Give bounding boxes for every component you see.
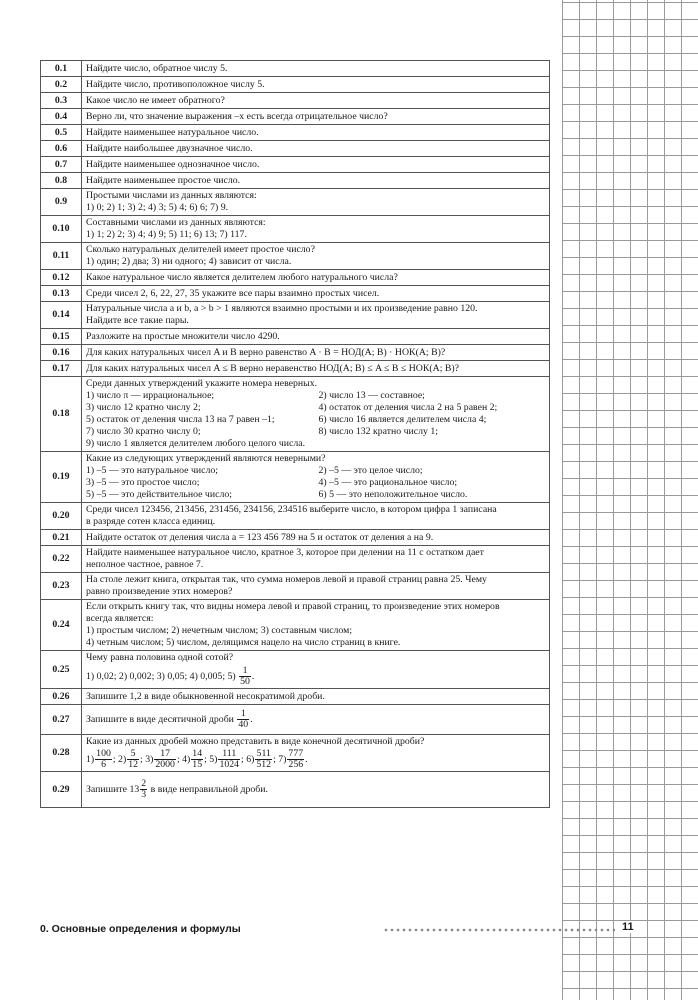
numerator: 1 (239, 666, 251, 677)
task-row (41, 302, 550, 329)
task-row (41, 173, 550, 189)
task-number: 0.24 (41, 600, 82, 651)
option-item: 2) число 13 — составное; (318, 390, 425, 401)
task-text (82, 600, 550, 651)
task-text (82, 772, 550, 808)
numerator: 17 (154, 749, 176, 760)
option-grid (86, 390, 545, 438)
task-row (41, 243, 550, 270)
task-line: 1) один; 2) два; 3) ни одного; 4) зависит от числа. (86, 256, 292, 267)
task-number: 0.6 (41, 141, 82, 157)
denominator: 15 (192, 759, 203, 770)
numerator: 111 (218, 749, 240, 760)
task-number: 0.29 (41, 772, 82, 808)
answer-line: 1) 0,02; 2) 0,002; 3) 0,05; 4) 0,005; 5) $\frac{1}{50}$ . (86, 665, 255, 687)
task-number: 0.4 (41, 109, 82, 125)
fraction (140, 779, 147, 800)
task-intro: Какие из следующих утверждений являются неверными? (86, 453, 326, 464)
task-text: Для каких натуральных чисел A ≤ B верно неравенство НОД(A; B) ≤ A ≤ B ≤ НОК(A; B)? (82, 361, 550, 377)
task-row (41, 329, 550, 345)
option-item: 8) число 132 кратно числу 1; (318, 426, 439, 437)
task-line: Натуральные числа a и b, a > b > 1 являются взаимно простыми и их произведение равно 120. (86, 303, 478, 314)
fraction (255, 749, 272, 770)
denominator: 40 (238, 719, 249, 730)
graph-paper-margin (562, 0, 698, 1000)
section-title: 0. Основные определения и формулы (40, 923, 241, 935)
task-text: Какое натуральное число является делителем любого натурального числа? (82, 270, 550, 286)
fraction-label: 4) (182, 753, 191, 765)
task-row (41, 125, 550, 141)
task-row (41, 503, 550, 530)
denominator: 3 (141, 789, 147, 800)
task-row (41, 77, 550, 93)
option-item: 3) –5 — это простое число; (86, 477, 200, 488)
task-line: Составными числами из данных являются: (86, 217, 266, 228)
option-item: 7) число 30 кратно числу 0; (86, 426, 201, 437)
fraction-label: 3) (145, 753, 154, 765)
option-item: 1) –5 — это натуральное число; (86, 465, 218, 476)
task-number: 0.22 (41, 546, 82, 573)
denominator: 50 (240, 676, 250, 687)
task-row (41, 705, 550, 735)
fraction-label: 1) (86, 753, 95, 765)
task-line: Если открыть книгу так, что видны номера левой и правой страниц, то произведение этих номеров (86, 601, 500, 612)
task-row (41, 141, 550, 157)
task-line: Найдите все такие пары. (86, 315, 189, 326)
denominator: 512 (256, 759, 272, 770)
denominator: 2000 (155, 759, 175, 770)
task-row (41, 772, 550, 808)
task-number: 0.25 (41, 651, 82, 689)
task-row (41, 546, 550, 573)
task-row (41, 109, 550, 125)
dotted-leader (383, 928, 615, 932)
task-text (82, 503, 550, 530)
task-number: 0.23 (41, 573, 82, 600)
task-row (41, 573, 550, 600)
fraction-list: 1) $\frac{100}{6}$ ; 2) $\frac{5}{12}$ ; 3) $\frac{17}{2000}$ ; 4) $\frac{14}{15}$ ; 5) $\frac{111}{1024}$ ; 6) $\frac{511}{512}$ ; 7) $\frac{777}{256}$ . (86, 748, 308, 770)
task-text: Какое число не имеет обратного? (82, 93, 550, 109)
task-intro: Чему равна половина одной сотой? (86, 652, 234, 663)
task-number: 0.9 (41, 189, 82, 216)
fraction (191, 749, 203, 770)
option-item: 4) остаток от деления числа 2 на 5 равен 2; (318, 402, 498, 413)
task-row (41, 93, 550, 109)
task-prefix: Запишите в виде десятичной дроби (86, 713, 234, 725)
task-number: 0.8 (41, 173, 82, 189)
option-grid (86, 465, 545, 501)
numerator: 14 (192, 748, 203, 759)
option-item: 1) число π — иррациональное; (86, 390, 215, 401)
task-row (41, 157, 550, 173)
denominator: 1024 (219, 759, 240, 770)
task-line: 1) простым числом; 2) нечетным числом; 3) составным числом; (86, 625, 353, 636)
option-item: 3) число 12 кратно числу 2; (86, 402, 201, 413)
task-text: Среди чисел 2, 6, 22, 27, 35 укажите все пары взаимно простых чисел. (82, 286, 550, 302)
task-row (41, 651, 550, 689)
task-line: Сколько натуральных делителей имеет простое число? (86, 244, 315, 255)
task-number: 0.10 (41, 216, 82, 243)
task-number: 0.20 (41, 503, 82, 530)
task-number: 0.2 (41, 77, 82, 93)
task-text (82, 452, 550, 503)
task-row (41, 735, 550, 772)
numerator: 100 (96, 748, 111, 759)
fraction-label: 7) (278, 753, 287, 765)
option-item: 5) –5 — это действительное число; (86, 489, 232, 500)
task-number: 0.28 (41, 735, 82, 772)
task-line: 4) четным числом; 5) числом, делящимся нацело на число страниц в книге. (86, 637, 401, 648)
task-line: Простыми числами из данных являются: (86, 190, 257, 201)
fraction (154, 749, 176, 770)
task-text (82, 546, 550, 573)
denominator: 12 (128, 759, 139, 770)
denominator: 256 (288, 759, 304, 770)
task-line: неполное частное, равное 7. (86, 559, 204, 570)
answer-options: 1) 0,02; 2) 0,002; 3) 0,05; 4) 0,005; 5) (86, 670, 236, 682)
task-number: 0.14 (41, 302, 82, 329)
fraction-label: 2) (118, 753, 127, 765)
fraction-label: 5) (209, 753, 218, 765)
task-row (41, 345, 550, 361)
fraction (95, 749, 112, 770)
task-number: 0.7 (41, 157, 82, 173)
task-table (40, 60, 550, 808)
fraction-label: 6) (246, 753, 255, 765)
numerator: 1 (237, 709, 249, 720)
task-line: всегда является: (86, 613, 154, 624)
task-text: Найдите наименьшее однозначное число. (82, 157, 550, 173)
option-item: 4) –5 — это рациональное число; (318, 477, 458, 488)
task-number: 0.16 (41, 345, 82, 361)
fraction (127, 749, 139, 770)
task-row (41, 600, 550, 651)
task-row (41, 216, 550, 243)
task-row (41, 361, 550, 377)
task-text: Запишите в виде десятичной дроби $\frac{1}{40}$ . (82, 705, 550, 735)
task-suffix: в виде неправильной дроби. (150, 783, 268, 795)
task-text: Найдите наименьшее натуральное число. (82, 125, 550, 141)
task-intro: Среди данных утверждений укажите номера неверных. (86, 378, 318, 389)
task-number: 0.17 (41, 361, 82, 377)
task-number: 0.19 (41, 452, 82, 503)
task-line: 1) 0; 2) 1; 3) 2; 4) 3; 5) 4; 6) 6; 7) 9. (86, 202, 229, 213)
task-text (82, 573, 550, 600)
task-row (41, 530, 550, 546)
task-line: 1) 1; 2) 2; 3) 4; 4) 9; 5) 11; 6) 13; 7) 117. (86, 229, 247, 240)
task-row (41, 189, 550, 216)
task-number: 0.27 (41, 705, 82, 735)
task-row (41, 689, 550, 705)
task-text: Найдите наибольшее двузначное число. (82, 141, 550, 157)
task-row (41, 286, 550, 302)
mixed-number (129, 778, 148, 800)
task-text: Найдите число, обратное числу 5. (82, 61, 550, 77)
task-text: Верно ли, что значение выражения –x есть всегда отрицательное число? (82, 109, 550, 125)
option-item: 9) число 1 является делителем любого целого числа. (86, 438, 306, 449)
option-item: 6) число 16 является делителем числа 4; (318, 414, 487, 425)
task-line: равно произведение этих номеров? (86, 586, 233, 597)
numerator: 2 (141, 778, 147, 789)
task-text (82, 377, 550, 452)
numerator: 777 (288, 748, 304, 759)
task-number: 0.11 (41, 243, 82, 270)
task-text (82, 216, 550, 243)
task-number: 0.12 (41, 270, 82, 286)
whole-part: 13 (129, 783, 140, 795)
task-number: 0.1 (41, 61, 82, 77)
task-number: 0.21 (41, 530, 82, 546)
task-number: 0.3 (41, 93, 82, 109)
option-item: 2) –5 — это целое число; (318, 465, 423, 476)
task-line: в разряде сотен класса единиц. (86, 516, 216, 527)
task-text: Найдите наименьшее простое число. (82, 173, 550, 189)
task-number: 0.15 (41, 329, 82, 345)
fraction (287, 749, 304, 770)
task-line: На столе лежит книга, открытая так, что сумма номеров левой и правой страниц равна 25. Чему (86, 574, 487, 585)
task-number: 0.13 (41, 286, 82, 302)
task-intro: Какие из данных дробей можно представить в виде конечной десятичной дроби? (86, 736, 425, 747)
task-number: 0.5 (41, 125, 82, 141)
task-row (41, 452, 550, 503)
task-text (82, 735, 550, 772)
task-text: Запишите 1,2 в виде обыкновенной несократимой дроби. (82, 689, 550, 705)
task-row (41, 270, 550, 286)
task-prefix: Запишите (86, 783, 128, 795)
fraction (218, 749, 240, 770)
task-row (41, 377, 550, 452)
task-text: Найдите остаток от деления числа a = 123 456 789 на 5 и остаток от деления a на 9. (82, 530, 550, 546)
task-text (82, 189, 550, 216)
task-text: Найдите число, противоположное числу 5. (82, 77, 550, 93)
task-number: 0.18 (41, 377, 82, 452)
option-item: 6) 5 — это неположительное число. (318, 489, 468, 500)
task-row (41, 61, 550, 77)
option-item: 5) остаток от деления числа 13 на 7 равен –1; (86, 414, 275, 425)
task-line: Среди чисел 123456, 213456, 231456, 234156, 234516 выберите число, в котором цифра 1 записана (86, 504, 497, 515)
task-text (82, 302, 550, 329)
task-text: Разложите на простые множители число 4290. (82, 329, 550, 345)
fraction (237, 709, 249, 730)
denominator: 6 (101, 759, 106, 770)
page-number: 11 (622, 921, 634, 933)
fraction (239, 666, 251, 687)
numerator: 5 (127, 749, 139, 760)
numerator: 511 (256, 748, 271, 759)
task-line: Найдите наименьшее натуральное число, кратное 3, которое при делении на 11 с остатком дает (86, 547, 484, 558)
task-text: Для каких натуральных чисел A и B верно равенство A · B = НОД(A; B) · НОК(A; B)? (82, 345, 550, 361)
task-text (82, 243, 550, 270)
task-text (82, 651, 550, 689)
task-number: 0.26 (41, 689, 82, 705)
